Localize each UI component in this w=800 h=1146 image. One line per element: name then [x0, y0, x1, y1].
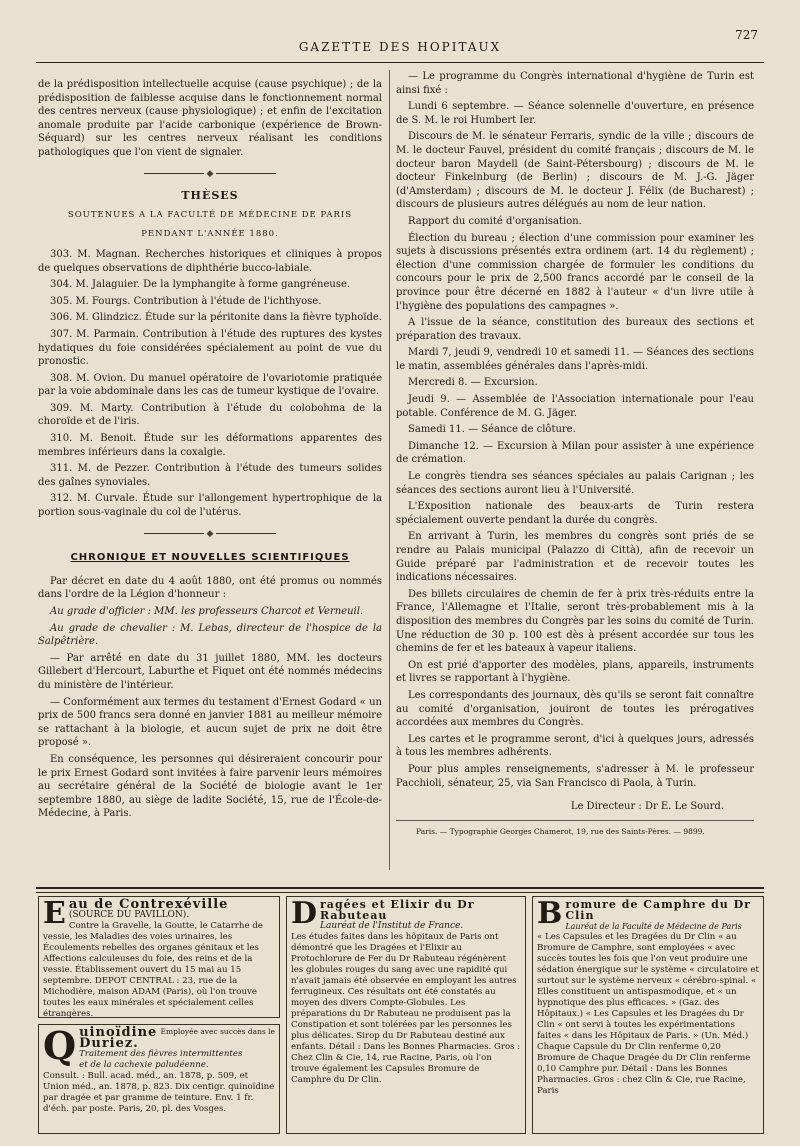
- chronique-paragraph: — Conformément aux termes du testament d'Ernest Godard « un prix de 500 francs sera donné en janvier 1881 au meilleur mémoire se rattachant à la biologie, et aucun sujet de prix ne doit être proposé ».: [38, 696, 382, 749]
- congress-paragraph: Élection du bureau ; élection d'une commission pour examiner les sujets à discussions présentés extra ordinem (art. 14 du règlement) ; élection d'une commission chargée de formuler les conditions du concours pour le prix de 2,500 francs accordé par le conseil de la province pour être décerné en 1882 à l'auteur « d'un livre utile à l'hygiène des populations des campagnes ».: [396, 232, 754, 312]
- left-column: [38, 78, 382, 824]
- congress-paragraph: Les correspondants des journaux, dès qu'ils se seront fait connaître au comité d'organisation, jouiront de toutes les prérogatives accordées aux membres du Congrès.: [396, 689, 754, 729]
- drop-cap: D: [291, 896, 318, 931]
- ad-body: Contre la Gravelle, la Goutte, le Catarrhe de vessie, les Maladies des voies urinaires, les Écoulements rebelles des organes génitaux et les Affections calculeuses du foie, des reins et de la vessie. Établissement ouvert du 15 mai au 15 septembre. DEPOT CENTRAL : 23, rue de la Michodière, maison ADAM (Paris), où l'on trouve toutes les eaux minérales et spécialement celles étrangères.: [43, 921, 263, 1019]
- ad-quinoidine: [38, 1024, 280, 1134]
- congress-paragraph: Pour plus amples renseignements, s'adresser à M. le professeur Pacchioli, sénateur, 25, via San Francisco di Paola, à Turin.: [396, 763, 754, 789]
- ad-body-line: Traitement des fièvres intermittentes: [79, 1049, 243, 1059]
- thesis-item: 308. M. Ovion. Du manuel opératoire de l'ovariotomie pratiquée par la voie abdominale dans les cas de tumeur kystique de l'ovaire.: [38, 372, 382, 398]
- theses-subtitle-2: PENDANT L'ANNÉE 1880.: [141, 229, 279, 240]
- chronique-paragraph: Par décret en date du 4 août 1880, ont été promus ou nommés dans l'ordre de la Légion d'honneur :: [38, 575, 382, 601]
- page-number: 727: [735, 28, 758, 42]
- separator: ◆: [38, 528, 382, 542]
- printer-line: Paris. — Typographie Georges Chamerot, 19, rue des Saints-Pères. — 9899.: [396, 820, 754, 839]
- thesis-item: 309. M. Marty. Contribution à l'étude du colobohma de la choroïde et de l'iris.: [38, 402, 382, 428]
- director-signature: Le Directeur : Dr E. Le Sourd.: [570, 801, 724, 813]
- drop-cap: B: [537, 896, 563, 931]
- thesis-item: 311. M. de Pezzer. Contribution à l'étude des tumeurs solides des gaînes synoviales.: [38, 463, 382, 488]
- congress-paragraph: Dimanche 12. — Excursion à Milan pour assister à une expérience de crémation.: [396, 440, 754, 466]
- running-head: GAZETTE DES HOPITAUX: [36, 40, 764, 63]
- congress-paragraph: Discours de M. le sénateur Ferraris, syndic de la ville ; discours de M. le docteur Fauvel, président du comité français ; discours de M. le docteur baron Maydell (de Saint-Pétersbourg) ; discours de M. le docteur Finkelnburg (de Berlin) ; discours de M. J.-G. Jäger (d'Amsterdam) ; discours de M. le docteur J. Félix (de Bucharest) ; discours de plusieurs autres délégués au nom de leur nation.: [396, 131, 754, 211]
- thesis-item: 306. M. Glindzicz. Étude sur la péritonite dans la fièvre typhoïde.: [50, 312, 382, 324]
- ad-body: Les études faites dans les hôpitaux de Paris ont démontré que les Dragées et l'Elixir au Protochlorure de Fer du Dr Rabuteau régénèrent les globules rouges du sang avec une rapidité qui n'avait jamais été observée en employant les autres ferrugineux. Ces résultats ont été constatés au moyen des divers Compte-Globules. Les préparations du Dr Rabuteau ne produisent pas la Constipation et sont tolérées par les personnes les plus délicates. Sirop du Dr Rabuteau destiné aux enfants. Détail : Dans les Bonnes Pharmacies. Gros : Chez Clin & Cie, 14, rue Racine, Paris, où l'on trouve également les Capsules Bromure de Camphre du Dr Clin.: [291, 932, 521, 1085]
- ad-clin: [532, 896, 764, 1134]
- separator: ◆: [38, 168, 382, 182]
- congress-paragraph: A l'issue de la séance, constitution des bureaux des sections et préparation des travaux.: [396, 317, 754, 342]
- chronique-paragraph: Au grade de chevalier : M. Lebas, directeur de l'hospice de la Salpêtrière.: [38, 622, 382, 648]
- congress-paragraph: Mercredi 8. — Excursion.: [408, 377, 538, 389]
- ad-subheading: Lauréat de l'Institut de France.: [320, 921, 464, 931]
- thesis-item: 310. M. Benoit. Étude sur les déformations apparentes des membres inférieurs dans la coxalgie.: [38, 433, 382, 458]
- thesis-item: 307. M. Parmain. Contribution à l'étude des ruptures des kystes hydatiques du foie considérées spécialement au point de vue du pronostic.: [38, 328, 382, 368]
- ad-contrexeville: [38, 896, 280, 1018]
- congress-paragraph: En arrivant à Turin, les membres du congrès sont priés de se rendre au Palais municipal (Palazzo di Città), afin de recevoir un Guide préparé par l'administration et de recevoir toutes les indications nécessaires.: [396, 531, 754, 584]
- intro-paragraph: de la prédisposition intellectuelle acquise (cause psychique) ; de la prédisposition de faiblesse acquise dans le fonctionnement normal des centres nerveux (cause physiologique) ; et enfin de l'excitation anomale produite par l'acide carbonique (expérience de Brown-Séquard) sur les centres nerveux réalisant les conditions pathologiques que l'on vient de signaler.: [38, 79, 382, 158]
- congress-paragraph: Mardi 7, jeudi 9, vendredi 10 et samedi 11. — Séances des sections le matin, assemblées générales dans l'après-midi.: [396, 347, 754, 372]
- theses-subtitle-1: SOUTENUES A LA FACULTÉ DE MÉDECINE DE PARIS: [67, 209, 353, 220]
- ad-body: Consult. : Bull. acad. méd., an. 1878, p. 509, et Union méd., an. 1878, p. 823. Dix centigr. quinoïdine par dragée et par gramme de teinture. Env. 1 fr. d'éch. par poste. Paris, 20, pl. des Vosges.: [43, 1071, 275, 1114]
- thesis-item: 312. M. Curvale. Étude sur l'allongement hypertrophique de la portion sous-vaginale du col de l'utérus.: [38, 493, 382, 519]
- ad-subheading: (SOURCE DU PAVILLON).: [68, 910, 190, 920]
- chronique-title: CHRONIQUE ET NOUVELLES SCIENTIFIQUES: [70, 552, 350, 564]
- drop-cap: E: [43, 896, 66, 931]
- thesis-item: 305. M. Fourgs. Contribution à l'étude de l'ichthyose.: [50, 295, 322, 307]
- congress-paragraph: Samedi 11. — Séance de clôture.: [408, 424, 576, 436]
- congress-paragraph: Rapport du comité d'organisation.: [408, 215, 582, 227]
- ad-heading: ragées et Elixir du Dr Rabuteau: [320, 898, 475, 922]
- congress-paragraph: Les cartes et le programme seront, d'ici à quelques jours, adressés à tous les membres adhérents.: [396, 733, 754, 759]
- thesis-item: 304. M. Jalaguier. De la lymphangite à forme gangréneuse.: [50, 279, 351, 291]
- thesis-item: 303. M. Magnan. Recherches historiques et cliniques à propos de quelques observations de diphthérie bucco-labiale.: [38, 248, 382, 274]
- congress-paragraph: — Le programme du Congrès international d'hygiène de Turin est ainsi fixé :: [396, 71, 754, 96]
- ads-divider: [36, 887, 764, 893]
- ad-heading: uinoïdine Duriez.: [79, 1025, 158, 1051]
- chronique-paragraph: — Par arrêté en date du 31 juillet 1880, MM. les docteurs Gillebert d'Hercourt, Laburthe et Fiquet ont été nommés médecins du ministère de l'intérieur.: [38, 652, 382, 691]
- chronique-paragraph: En conséquence, les personnes qui désireraient concourir pour le prix Ernest Godard sont invitées à faire parvenir leurs mémoires au secrétaire général de la Société de biologie avant le 1er septembre 1880, au siège de ladite Société, 15, rue de l'École-de-Médecine, à Paris.: [38, 753, 382, 820]
- ad-note: Employée avec succès dans le: [160, 1027, 275, 1036]
- congress-paragraph: Des billets circulaires de chemin de fer à prix très-réduits entre la France, l'Allemagne et l'Italie, seront très-probablement mis à la disposition des membres du Congrès par les soins du comité de Turin. Une réduction de 30 p. 100 est dès à présent accordée sur tous les chemins de fer et les bateaux à vapeur italiens.: [396, 588, 754, 655]
- drop-cap: Q: [43, 1023, 77, 1068]
- congress-paragraph: Lundi 6 septembre. — Séance solennelle d'ouverture, en présence de S. M. le roi Humbert Ier.: [396, 101, 754, 126]
- theses-title: THÈSES: [181, 189, 239, 203]
- ad-rabuteau: [286, 896, 526, 1134]
- ad-heading: au de Contrexéville: [68, 897, 229, 912]
- ad-body: « Les Capsules et les Dragées du Dr Clin « au Bromure de Camphre, sont employées « avec succès toutes les fois que l'on veut produire une sédation énergique sur le système « circulatoire et surtout sur le système nerveux « cérébro-spinal. « Elles constituent un antispasmodique, et « un hypnotique des plus efficaces. » (Gaz. des Hôpitaux.) « Les Capsules et les Dragées du Dr Clin « ont servi à toutes les expérimentations faites « dans les Hôpitaux de Paris. » (Un. Méd.) Chaque Capsule du Dr Clin renferme 0,20 Bromure de Chaque Dragée du Dr Clin renferme 0,10 Camphre pur. Détail : Dans les Bonnes Pharmacies. Gros : chez Clin & Cie, rue Racine, Paris: [537, 932, 759, 1096]
- chronique-paragraph: Au grade d'officier : MM. les professeurs Charcot et Verneuil.: [50, 606, 364, 617]
- congress-paragraph: Le congrès tiendra ses séances spéciales au palais Carignan ; les séances des sections auront lieu à l'Université.: [396, 471, 754, 496]
- congress-paragraph: Jeudi 9. — Assemblée de l'Association internationale pour l'eau potable. Conférence de M. G. Jäger.: [396, 394, 754, 419]
- ad-heading: romure de Camphre du Dr Clin: [565, 898, 751, 922]
- ad-body-line: et de la cachexie paludéenne.: [79, 1060, 209, 1070]
- congress-paragraph: L'Exposition nationale des beaux-arts de Turin restera spécialement ouverte pendant la durée du congrès.: [396, 501, 754, 526]
- congress-paragraph: On est prié d'apporter des modèles, plans, appareils, instruments et livres se rapportant à l'hygiène.: [396, 659, 754, 685]
- right-column: [396, 70, 754, 838]
- ad-subheading: Lauréat de la Faculté de Médecine de Paris: [565, 922, 742, 931]
- column-divider: [389, 70, 390, 870]
